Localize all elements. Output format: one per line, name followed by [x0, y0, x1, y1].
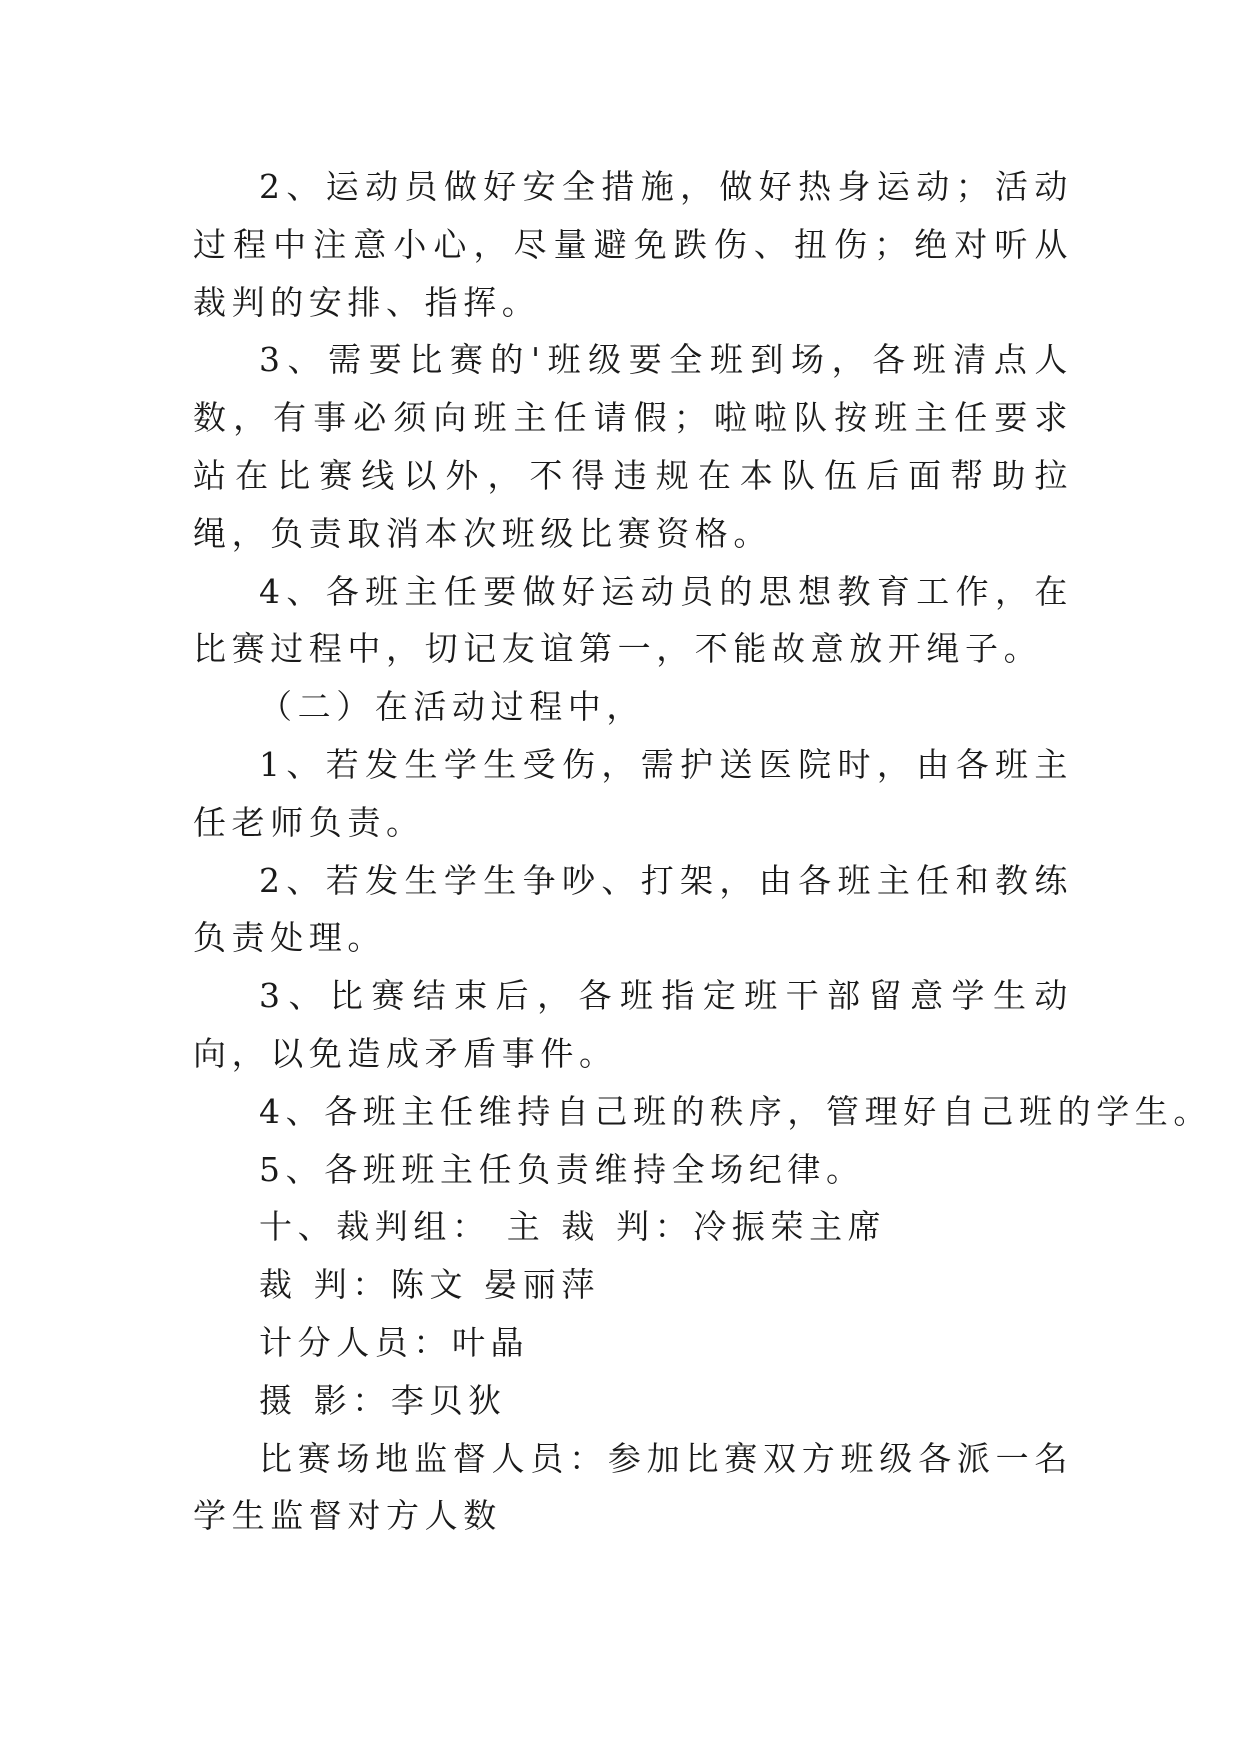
paragraph-conflict-handling: 2、若发生学生争吵、打架，由各班主任和教练负责处理。	[193, 860, 1073, 958]
paragraph-scorer: 计分人员：叶晶	[259, 1322, 530, 1362]
paragraph-ideological-education: 4、各班主任要做好运动员的思想教育工作，在比赛过程中，切记友谊第一，不能故意放开绳子。	[193, 571, 1073, 669]
section-heading-during-activity: （二）在活动过程中，	[259, 687, 645, 727]
document-body	[193, 158, 1212, 1545]
paragraph-field-discipline: 5、各班班主任负责维持全场纪律。	[259, 1149, 865, 1189]
paragraph-field-supervisors: 比赛场地监督人员：参加比赛双方班级各派一名学生监督对方人数	[193, 1438, 1073, 1536]
paragraph-class-attendance: 3、需要比赛的'班级要全班到场，各班清点人数，有事必须向班主任请假；啦啦队按班主任要求站在比赛线以外，不得违规在本队伍后面帮助拉绳，负责取消本次班级比赛资格。	[193, 340, 1073, 553]
paragraph-referees: 裁 判：陈文 晏丽萍	[259, 1265, 600, 1305]
paragraph-referee-group: 十、裁判组： 主 裁 判：冷振荣主席	[259, 1207, 887, 1247]
paragraph-injury-handling: 1、若发生学生受伤，需护送医院时，由各班主任老师负责。	[193, 744, 1073, 842]
paragraph-after-match: 3、比赛结束后，各班指定班干部留意学生动向，以免造成矛盾事件。	[193, 976, 1073, 1073]
paragraph-class-order: 4、各班主任维持自己班的秩序，管理好自己班的学生。	[259, 1091, 1212, 1131]
paragraph-safety-measures: 2、运动员做好安全措施，做好热身运动；活动过程中注意小心，尽量避免跌伤、扭伤；绝对听从裁判的安排、指挥。	[193, 167, 1073, 322]
paragraph-photographer: 摄 影：李贝狄	[259, 1380, 507, 1420]
